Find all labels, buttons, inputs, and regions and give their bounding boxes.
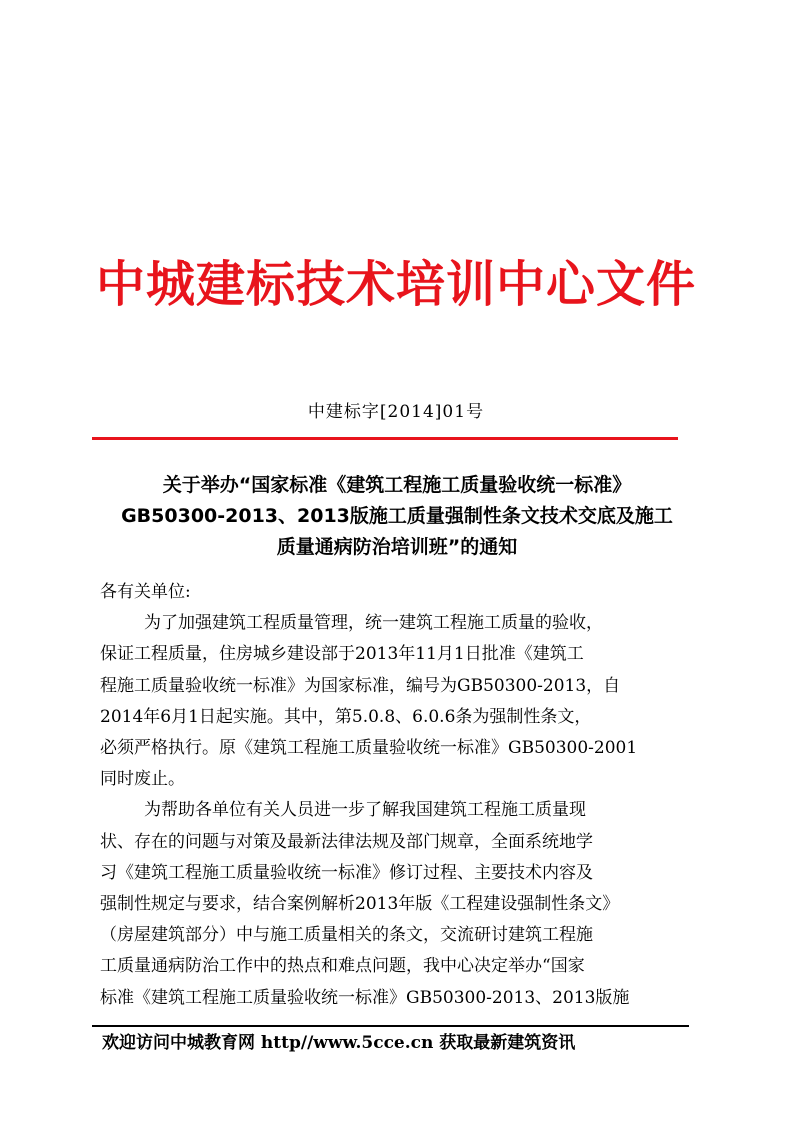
notice-title-line-3: 质量通病防治培训班”的通知: [276, 536, 518, 558]
document-number: 中建标字[2014]01号: [307, 402, 485, 422]
paragraph-1-line: 必须严格执行。原《建筑工程施工质量验收统一标准》GB50300-2001: [100, 738, 638, 759]
paragraph-1-line: 保证工程质量，住房城乡建设部于2013年11月1日批准《建筑工: [100, 644, 584, 665]
red-divider-line: [92, 437, 678, 440]
paragraph-1-line: 2014年6月1日起实施。其中，第5.0.8、6.0.6条为强制性条文，: [100, 706, 592, 727]
paragraph-2: [100, 795, 700, 1013]
paragraph-2-line: 习《建筑工程施工质量验收统一标准》修订过程、主要技术内容及: [100, 862, 593, 883]
paragraph-2-line: 为帮助各单位有关人员进一步了解我国建筑工程施工质量现: [144, 800, 586, 821]
footer-divider-line: [92, 1025, 689, 1027]
notice-title-line-1: 关于举办“国家标准《建筑工程施工质量验收统一标准》: [162, 474, 632, 496]
paragraph-2-line: （房屋建筑部分）中与施工质量相关的条文，交流研讨建筑工程施: [100, 925, 593, 946]
footer-banner: 欢迎访问中城教育网 http//www.5cce.cn 获取最新建筑资讯: [102, 1033, 576, 1053]
notice-title: [92, 470, 702, 563]
paragraph-1-line: 程施工质量验收统一标准》为国家标准，编号为GB50300-2013，自: [100, 675, 621, 696]
paragraph-2-line: 标准《建筑工程施工质量验收统一标准》GB50300-2013、2013版施: [100, 987, 630, 1008]
notice-body: [100, 577, 700, 1014]
paragraph-1: [100, 608, 700, 795]
notice-title-line-2: GB50300-2013、2013版施工质量强制性条文技术交底及施工: [121, 505, 673, 527]
paragraph-1-line: 为了加强建筑工程质量管理，统一建筑工程施工质量的验收，: [144, 613, 603, 634]
paragraph-2-line: 工质量通病防治工作中的热点和难点问题，我中心决定举办“国家: [100, 956, 585, 977]
organization-title: 中城建标技术培训中心文件: [95, 256, 696, 313]
salutation: 各有关单位:: [100, 582, 191, 602]
paragraph-2-line: 强制性规定与要求，结合案例解析2013年版《工程建设强制性条文》: [100, 894, 620, 915]
paragraph-2-line: 状、存在的问题与对策及最新法律法规及部门规章，全面系统地学: [100, 831, 593, 852]
paragraph-1-line: 同时废止。: [100, 769, 185, 790]
